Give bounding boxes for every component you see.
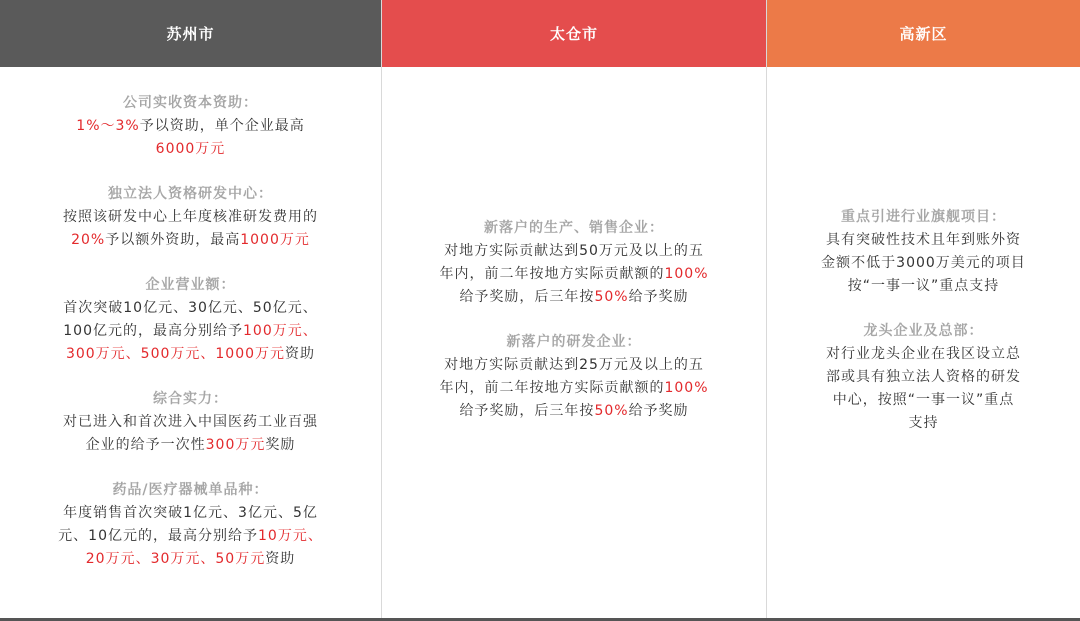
column-taicang: [381, 0, 766, 621]
highlight-value: 300万元: [205, 437, 266, 453]
policy-text: 予以额外资助，最高: [105, 232, 241, 248]
policy-text: 资助: [265, 551, 296, 567]
policy-text-line: [821, 275, 1026, 298]
policy-text-line: [826, 389, 1021, 412]
policy-text: 给予奖励，后三年按: [459, 403, 595, 419]
policy-text: 资助: [285, 346, 316, 362]
highlight-value: 100%: [664, 380, 709, 396]
highlight-value: 100万元、: [243, 323, 318, 339]
column-header-suzhou: 苏州市: [0, 0, 381, 67]
column-header-taicang: 太仓市: [382, 0, 766, 67]
policy-text: 予以资助，单个企业最高: [139, 118, 305, 134]
policy-text-line: [821, 252, 1026, 275]
policy-text: 按“一事一议”重点支持: [847, 277, 1000, 294]
highlight-value: 20万元、30万元、50万元: [85, 551, 266, 567]
highlight-value: 50%: [594, 403, 629, 419]
policy-title: 新落户的生产、销售企业：: [484, 220, 664, 236]
policy-text-line: [826, 343, 1021, 366]
policy-block: [63, 183, 318, 252]
policy-text: 部或具有独立法人资格的研发: [826, 368, 1021, 385]
policy-text: 年内，前二年按地方实际贡献额的: [439, 266, 665, 282]
policy-text: 企业的给予一次性: [85, 437, 206, 453]
policy-text: 对已进入和首次进入中国医药工业百强: [63, 414, 318, 430]
policy-text-line: [58, 548, 323, 571]
policy-block: [439, 331, 708, 423]
policy-block: [826, 320, 1021, 435]
policy-title: 药品/医疗器械单品种：: [112, 482, 269, 498]
policy-block: [63, 388, 318, 457]
policy-text: 金额不低于3000万美元的项目: [821, 254, 1026, 271]
column-body-suzhou: [0, 67, 381, 621]
policy-text-line: [76, 115, 304, 138]
policy-text: 对行业龙头企业在我区设立总: [826, 345, 1021, 362]
highlight-value: 1%～3%: [76, 118, 140, 134]
policy-text: 元、10亿元的，最高分别给予: [58, 528, 258, 544]
policy-text-line: [76, 138, 304, 161]
policy-title: 综合实力：: [153, 391, 228, 407]
policy-text: 按照该研发中心上年度核准研发费用的: [63, 209, 318, 225]
highlight-value: 20%: [71, 232, 106, 248]
policy-block: [76, 92, 304, 161]
policy-text: 100亿元的，最高分别给予: [63, 323, 243, 339]
highlight-value: 50%: [594, 289, 629, 305]
policy-text-line: [439, 354, 708, 377]
policy-block: [821, 206, 1026, 298]
policy-text-line: [439, 240, 708, 263]
policy-text-line: [63, 206, 318, 229]
policy-title: 企业营业额：: [145, 277, 236, 293]
policy-block: [439, 217, 708, 309]
highlight-value: 1000万元: [240, 232, 310, 248]
highlight-value: 6000万元: [155, 141, 226, 157]
policy-text: 支持: [908, 414, 939, 431]
policy-title: 龙头企业及总部：: [863, 322, 984, 339]
policy-text-line: [821, 229, 1026, 252]
policy-text-line: [63, 434, 318, 457]
highlight-value: 10万元、: [258, 528, 323, 544]
policy-text-line: [439, 377, 708, 400]
policy-text-line: [439, 286, 708, 309]
column-body-gaoxin: [767, 67, 1080, 621]
policy-text: 奖励: [265, 437, 296, 453]
policy-text-line: [63, 297, 317, 320]
policy-text-line: [63, 343, 317, 366]
column-suzhou: [0, 0, 381, 621]
policy-text-line: [826, 412, 1021, 435]
column-header-gaoxin: 高新区: [767, 0, 1080, 67]
policy-text-line: [439, 263, 708, 286]
policy-text: 给予奖励: [628, 403, 689, 419]
policy-text-line: [63, 320, 317, 343]
policy-text-line: [58, 525, 323, 548]
policy-title: 新落户的研发企业：: [506, 334, 642, 350]
policy-text-line: [63, 411, 318, 434]
policy-text: 年内，前二年按地方实际贡献额的: [439, 380, 665, 396]
policy-text: 中心，按照“一事一议”重点: [832, 391, 1015, 408]
policy-block: [58, 479, 323, 571]
column-gaoxin: [766, 0, 1080, 621]
policy-text: 年度销售首次突破1亿元、3亿元、5亿: [63, 505, 318, 521]
policy-block: [63, 274, 317, 366]
policy-title: 公司实收资本资助：: [122, 95, 258, 111]
policy-title: 独立法人资格研发中心：: [108, 186, 273, 202]
policy-title: 重点引进行业旗舰项目：: [840, 208, 1006, 225]
policy-text: 对地方实际贡献达到25万元及以上的五: [444, 357, 704, 373]
policy-text: 给予奖励: [628, 289, 689, 305]
policy-text: 给予奖励，后三年按: [459, 289, 595, 305]
policy-text-line: [63, 229, 318, 252]
policy-text: 对地方实际贡献达到50万元及以上的五: [444, 243, 704, 259]
column-body-taicang: [382, 67, 766, 621]
policy-text: 具有突破性技术且年到账外资: [825, 231, 1021, 248]
highlight-value: 100%: [664, 266, 709, 282]
highlight-value: 300万元、500万元、1000万元: [65, 346, 286, 362]
policy-text-line: [826, 366, 1021, 389]
policy-text-line: [439, 400, 708, 423]
policy-text: 首次突破10亿元、30亿元、50亿元、: [63, 300, 318, 316]
policy-text-line: [58, 502, 323, 525]
